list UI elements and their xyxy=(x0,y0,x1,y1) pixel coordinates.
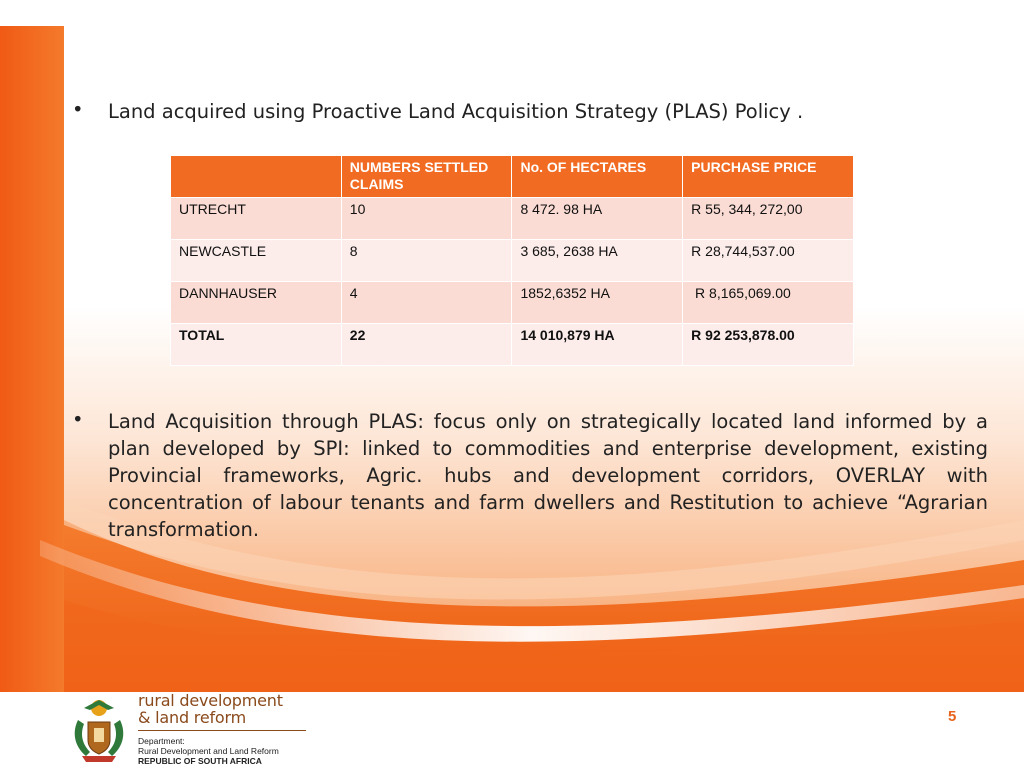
department-logo xyxy=(138,692,318,766)
cell-area: NEWCASTLE xyxy=(171,240,342,282)
cell-purchase-price: R 8,165,069.00 xyxy=(683,282,854,324)
cell-hectares: 3 685, 2638 HA xyxy=(512,240,683,282)
cell-hectares: 8 472. 98 HA xyxy=(512,198,683,240)
coat-of-arms-icon xyxy=(64,694,134,766)
header-cell-purchase-price: PURCHASE PRICE xyxy=(683,156,854,198)
plas-land-acquisition-table xyxy=(170,155,854,366)
department-name: Rural Development and Land Reform xyxy=(138,746,279,756)
table-row xyxy=(171,198,854,240)
bullet-plas-policy xyxy=(72,98,972,125)
cell-area: DANNHAUSER xyxy=(171,282,342,324)
bullet-marker: • xyxy=(72,98,84,121)
cell-area: UTRECHT xyxy=(171,198,342,240)
cell-hectares: 14 010,879 HA xyxy=(512,324,683,366)
bullet-marker: • xyxy=(72,408,84,431)
logo-line-rural-development: rural development xyxy=(138,691,283,710)
bullet-text: Land acquired using Proactive Land Acquisition Strategy (PLAS) Policy . xyxy=(108,100,804,123)
bullet-plas-focus xyxy=(72,408,988,543)
country-name: REPUBLIC OF SOUTH AFRICA xyxy=(138,756,262,766)
cell-purchase-price: R 28,744,537.00 xyxy=(683,240,854,282)
cell-settled-claims: 4 xyxy=(341,282,512,324)
logo-line-land-reform: & land reform xyxy=(138,708,246,727)
header-cell-area xyxy=(171,156,342,198)
department-label: Department: xyxy=(138,736,185,746)
table-header-row xyxy=(171,156,854,198)
cell-area: TOTAL xyxy=(171,324,342,366)
table-row xyxy=(171,282,854,324)
cell-hectares: 1852,6352 HA xyxy=(512,282,683,324)
table-row xyxy=(171,240,854,282)
cell-purchase-price: R 55, 344, 272,00 xyxy=(683,198,854,240)
cell-settled-claims: 22 xyxy=(341,324,512,366)
header-cell-hectares: No. OF HECTARES xyxy=(512,156,683,198)
page-number: 5 xyxy=(948,708,957,725)
cell-settled-claims: 8 xyxy=(341,240,512,282)
header-cell-settled-claims: NUMBERS SETTLED CLAIMS xyxy=(341,156,512,198)
table-total-row xyxy=(171,324,854,366)
cell-settled-claims: 10 xyxy=(341,198,512,240)
logo-divider xyxy=(138,730,306,731)
bullet-text: Land Acquisition through PLAS: focus only on strategically located land informed by a plan developed by SPI: linked to commodities and enterprise development, existing Provincial frameworks, Agric. hubs and development corridors, OVERLAY with concentration of labour tenants and farm dwellers and Restitution to achieve “Agrarian transformation. xyxy=(108,410,988,541)
cell-purchase-price: R 92 253,878.00 xyxy=(683,324,854,366)
